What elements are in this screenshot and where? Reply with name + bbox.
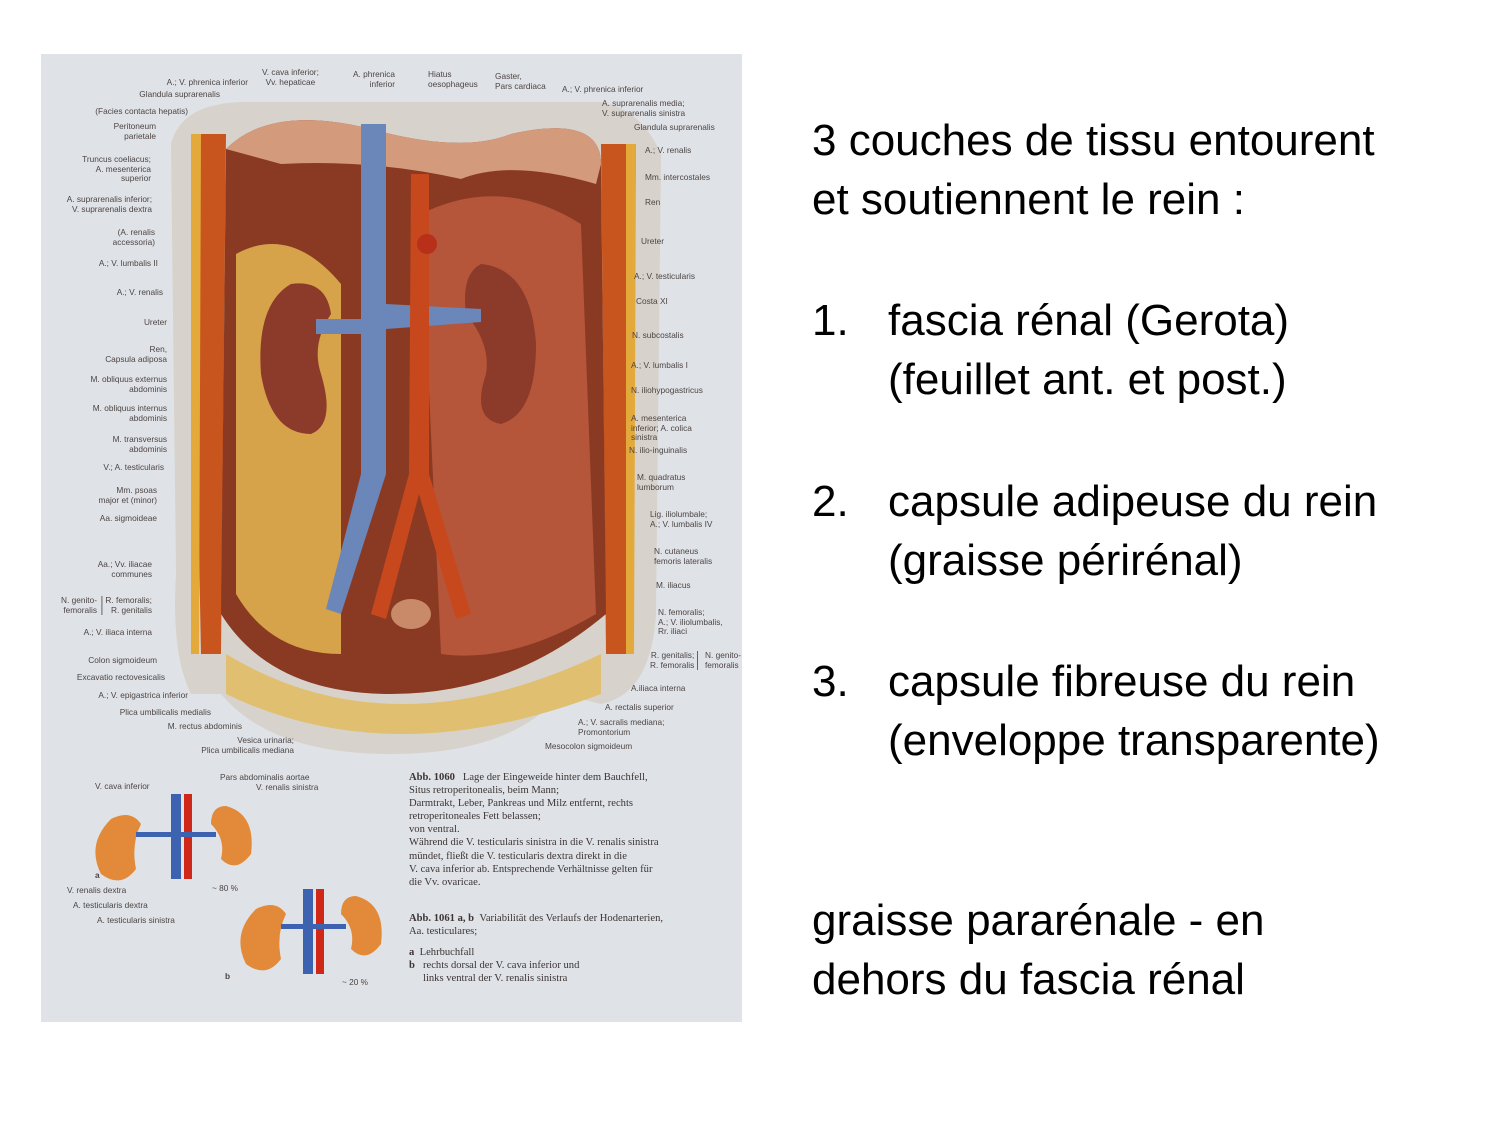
slide-note: graisse pararénale - en dehors du fascia rénal bbox=[812, 896, 1265, 1004]
label: N. subcostalis bbox=[632, 330, 684, 340]
diagram-b bbox=[240, 889, 381, 974]
label: R. femoralis; R. genitalis bbox=[101, 596, 152, 615]
label: Hiatus oesophageus bbox=[428, 69, 478, 89]
label: Glandula suprarenalis bbox=[139, 89, 220, 99]
list-text: capsule adipeuse du rein (graisse périrénal) bbox=[888, 477, 1378, 585]
label: M. rectus abdominis bbox=[167, 721, 242, 731]
list-number: 1. bbox=[812, 296, 849, 345]
label: A.; V. phrenica inferior bbox=[166, 77, 248, 87]
label: A.; V. lumbalis II bbox=[98, 258, 158, 268]
label: (A. renalis accessoria) bbox=[112, 227, 155, 247]
key-letter: b bbox=[409, 960, 415, 971]
label: Plica umbilicalis medialis bbox=[119, 707, 211, 717]
label: V. cava inferior; Vv. hepaticae bbox=[262, 67, 319, 87]
label: Excavatio rectovesicalis bbox=[76, 672, 165, 682]
caption-text: Variabilität des Verlaufs der Hodenarterien, Aa. testiculares; bbox=[409, 913, 664, 938]
label: M. obliquus internus abdominis bbox=[92, 403, 167, 423]
label: A.; V. testicularis bbox=[634, 271, 696, 281]
label: V. cava inferior bbox=[95, 781, 150, 791]
key-text: Lehrbuchfall bbox=[419, 947, 475, 958]
caption-abb-1060 bbox=[409, 771, 729, 889]
label: Peritoneum parietale bbox=[113, 121, 156, 141]
label: V.; A. testicularis bbox=[103, 462, 164, 472]
label: Mm. intercostales bbox=[645, 172, 711, 182]
label: A. phrenica inferior bbox=[353, 69, 395, 89]
label: A. rectalis superior bbox=[605, 702, 674, 712]
label: N. iliohypogastricus bbox=[631, 385, 703, 395]
label: A. suprarenalis inferior; V. suprarenalis dextra bbox=[66, 194, 152, 214]
label: Costa XI bbox=[636, 296, 668, 306]
label: Vesica urinaria; Plica umbilicalis mediana bbox=[201, 735, 294, 755]
label: M. obliquus externus abdominis bbox=[90, 374, 167, 394]
label: A.; V. phrenica inferior bbox=[562, 84, 644, 94]
caption-abb-1061 bbox=[409, 912, 729, 938]
label: Truncus coeliacus; A. mesenterica superior bbox=[82, 154, 151, 183]
list-number: 3. bbox=[812, 657, 849, 706]
label: a bbox=[95, 870, 100, 880]
label: Aa. sigmoideae bbox=[99, 513, 157, 523]
label: Gaster, Pars cardiaca bbox=[495, 71, 546, 91]
label: N. genito- femoralis bbox=[705, 650, 741, 670]
slide-intro: 3 couches de tissu entourent et soutiennent le rein : bbox=[812, 116, 1375, 224]
label: A.; V. sacralis mediana; Promontorium bbox=[578, 717, 665, 737]
label: V. renalis dextra bbox=[67, 885, 127, 895]
label: N. femoralis; A.; V. iliolumbalis, Rr. iliaci bbox=[658, 607, 723, 636]
label: M. iliacus bbox=[656, 580, 691, 590]
label: Lig. iliolumbale; A.; V. lumbalis IV bbox=[650, 509, 713, 529]
key-text: rechts dorsal der V. cava inferior und links ventral der V. renalis sinistra bbox=[423, 960, 580, 985]
list-text: fascia rénal (Gerota) (feuillet ant. et post.) bbox=[888, 296, 1290, 404]
label: Mesocolon sigmoideum bbox=[545, 741, 633, 751]
label: A. suprarenalis media; V. suprarenalis sinistra bbox=[602, 98, 686, 118]
label: A. mesenterica inferior; A. colica sinistra bbox=[631, 413, 692, 442]
label: V. renalis sinistra bbox=[256, 782, 319, 792]
label: Ren bbox=[645, 197, 661, 207]
label: b bbox=[225, 971, 231, 981]
label: A.iliaca interna bbox=[631, 683, 686, 693]
label: Glandula suprarenalis bbox=[634, 122, 715, 132]
label: N. ilio-inguinalis bbox=[629, 445, 688, 455]
caption-key-a bbox=[409, 946, 474, 959]
label: A.; V. renalis bbox=[645, 145, 692, 155]
label: Ureter bbox=[641, 236, 665, 246]
label: ~ 20 % bbox=[342, 977, 369, 987]
label: (Facies contacta hepatis) bbox=[95, 106, 188, 116]
label: A.; V. renalis bbox=[116, 287, 163, 297]
label: A.; V. epigastrica inferior bbox=[98, 690, 188, 700]
label: Ren, Capsula adiposa bbox=[105, 344, 167, 364]
label: R. genitalis; R. femoralis bbox=[650, 651, 698, 670]
label: A.; V. iliaca interna bbox=[83, 627, 152, 637]
list-text: capsule fibreuse du rein (enveloppe transparente) bbox=[888, 657, 1380, 765]
label: Pars abdominalis aortae bbox=[220, 772, 310, 782]
label: Colon sigmoideum bbox=[88, 655, 157, 665]
caption-key-b bbox=[409, 959, 579, 985]
diagram-a bbox=[95, 794, 251, 880]
list-number: 2. bbox=[812, 477, 849, 526]
label: Mm. psoas major et (minor) bbox=[98, 485, 157, 505]
label: Ureter bbox=[143, 317, 167, 327]
label: M. transversus abdominis bbox=[112, 434, 167, 454]
label: ~ 80 % bbox=[212, 883, 239, 893]
caption-text: Lage der Eingeweide hinter dem Bauchfell, Situs retroperitonealis, beim Mann; Darmtrakt, Leber, Pankreas und Milz entfernt, rechts retroperitoneales Fett belassen; von ventral. Während die V. testicularis sinistra in die V. renalis sinistra mündet, fließt die V. testicularis dextra direkt in die V. cava inferior ab. Entsprechende Verhältnisse gelten für die Vv. ovaricae. bbox=[409, 772, 659, 888]
label: Aa.; Vv. iliacae communes bbox=[97, 559, 152, 579]
label: A. testicularis dextra bbox=[73, 900, 148, 910]
label: A. testicularis sinistra bbox=[97, 915, 175, 925]
key-letter: a bbox=[409, 947, 415, 958]
label: N. cutaneus femoris lateralis bbox=[654, 546, 713, 566]
caption-id: Abb. 1061 a, b bbox=[409, 913, 475, 924]
label: M. quadratus lumborum bbox=[637, 472, 686, 492]
caption-id: Abb. 1060 bbox=[409, 772, 455, 783]
label: N. genito- femoralis bbox=[61, 595, 97, 615]
rectum bbox=[391, 599, 431, 629]
label: A.; V. lumbalis I bbox=[631, 360, 688, 370]
